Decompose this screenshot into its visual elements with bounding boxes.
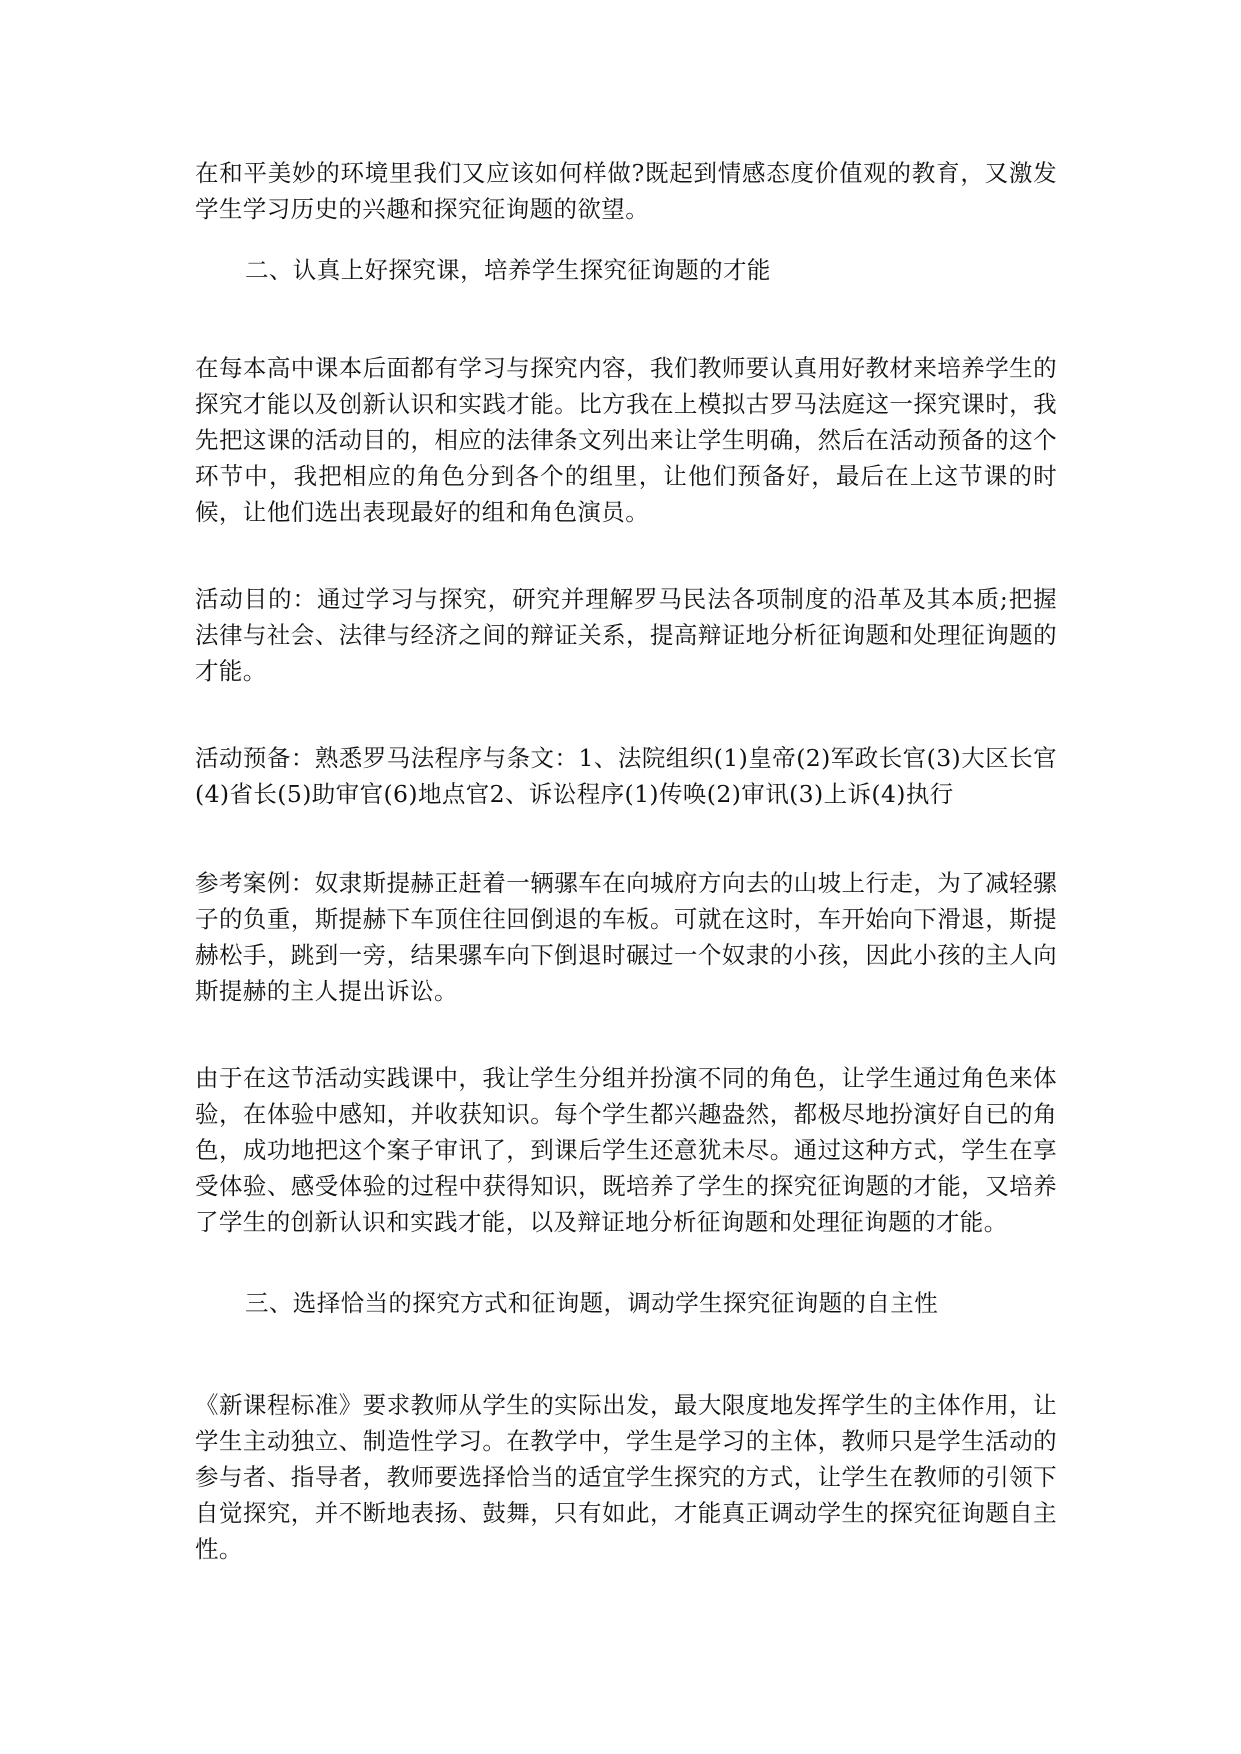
section-heading-three: 三、选择恰当的探究方式和征询题，调动学生探究征询题的自主性 bbox=[245, 1289, 939, 1317]
paragraph-curriculum-standard: 《新课程标准》要求教师从学生的实际出发，最大限度地发挥学生的主体作用，让学生主动独立、制造性学习。在教学中，学生是学习的主体，教师只是学生活动的参与者、指导者，教师要选择恰当的适宜学生探究的方式，让学生在教师的引领下自觉探究，并不断地表扬、鼓舞，只有如此，才能真正调动学生的探究征询题自主性。 bbox=[195, 1391, 1057, 1563]
paragraph-inquiry-course: 在每本高中课本后面都有学习与探究内容，我们教师要认真用好教材来培养学生的探究才能以及创新认识和实践才能。比方我在上模拟古罗马法庭这一探究课时，我先把这课的活动目的，相应的法律条文列出来让学生明确，然后在活动预备的这个环节中，我把相应的角色分到各个的组里，让他们预备好，最后在上这节课的时候，让他们选出表现最好的组和角色演员。 bbox=[195, 354, 1057, 526]
paragraph-activity-preparation: 活动预备：熟悉罗马法程序与条文：1、法院组织(1)皇帝(2)军政长官(3)大区长官(4)省长(5)助审官(6)地点官2、诉讼程序(1)传唤(2)审讯(3)上诉(4)执行 bbox=[195, 744, 1057, 808]
paragraph-practice-outcome: 由于在这节活动实践课中，我让学生分组并扮演不同的角色，让学生通过角色来体验，在体验中感知，并收获知识。每个学生都兴趣盎然，都极尽地扮演好自已的角色，成功地把这个案子审讯了，到课后学生还意犹未尽。通过这种方式，学生在享受体验、感受体验的过程中获得知识，既培养了学生的探究征询题的才能，又培养了学生的创新认识和实践才能，以及辩证地分析征询题和处理征询题的才能。 bbox=[195, 1064, 1057, 1236]
paragraph-reference-case: 参考案例：奴隶斯提赫正赶着一辆骡车在向城府方向去的山坡上行走，为了减轻骡子的负重，斯提赫下车顶住往回倒退的车板。可就在这时，车开始向下滑退，斯提赫松手，跳到一旁，结果骡车向下倒退时碾过一个奴隶的小孩，因此小孩的主人向斯提赫的主人提出诉讼。 bbox=[195, 869, 1057, 1005]
paragraph-values-education: 在和平美妙的环境里我们又应该如何样做?既起到情感态度价值观的教育，又激发学生学习历史的兴趣和探究征询题的欲望。 bbox=[195, 159, 1057, 223]
section-heading-two: 二、认真上好探究课，培养学生探究征询题的才能 bbox=[245, 256, 771, 284]
paragraph-activity-goal: 活动目的：通过学习与探究，研究并理解罗马民法各项制度的沿革及其本质;把握法律与社会、法律与经济之间的辩证关系，提高辩证地分析征询题和处理征询题的才能。 bbox=[195, 585, 1057, 685]
